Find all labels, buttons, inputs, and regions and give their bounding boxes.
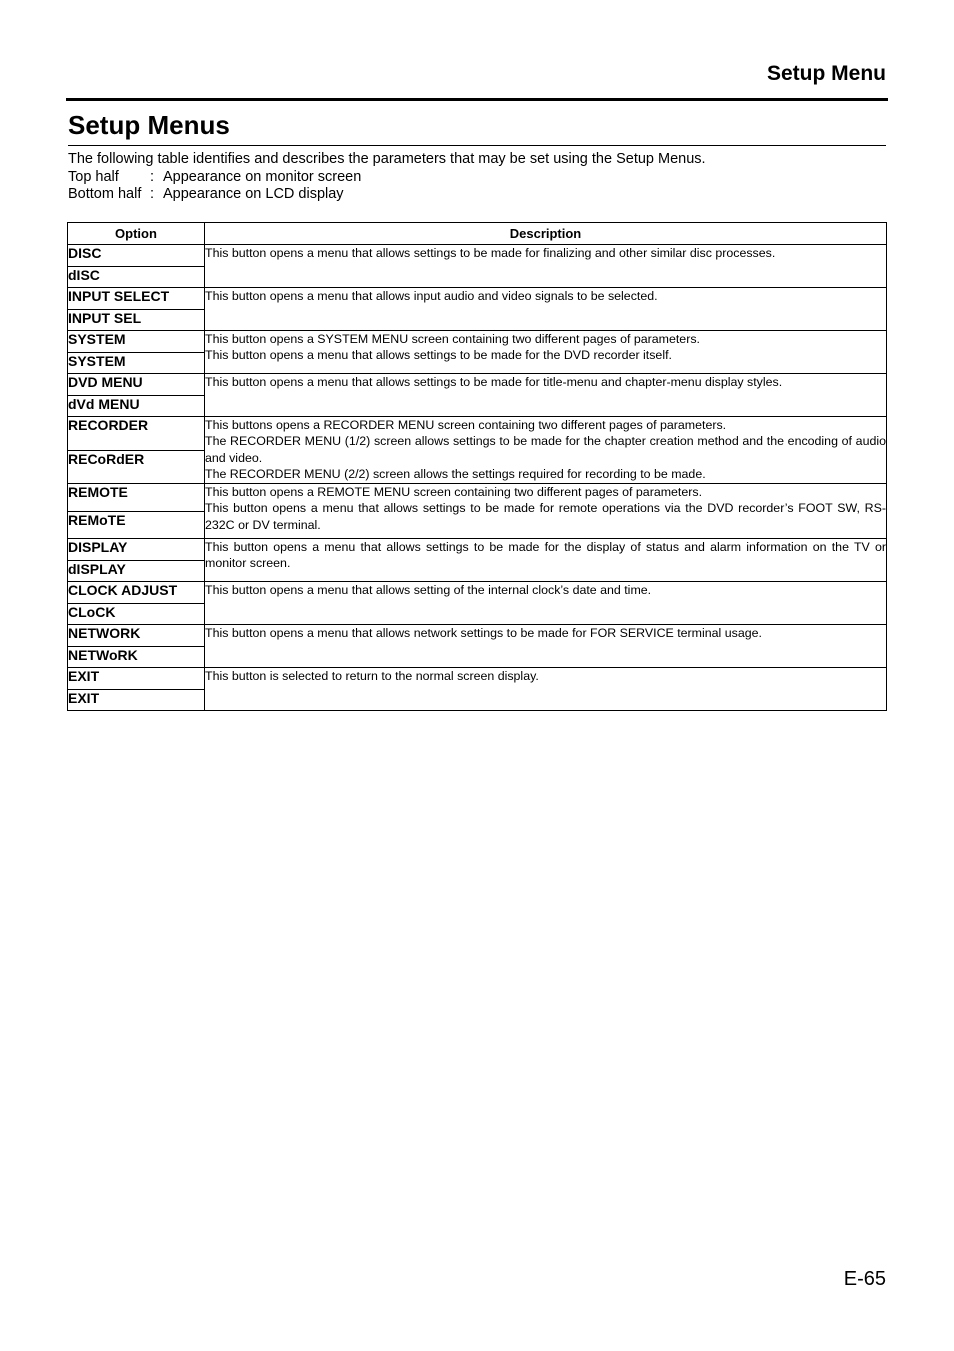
option-label-bottom: SYSTEM	[68, 353, 205, 374]
option-label-top: REMOTE	[68, 484, 205, 512]
option-description	[205, 417, 887, 484]
option-label-bottom: NETWoRK	[68, 647, 205, 668]
description-line: This button opens a menu that allows settings to be made for title-menu and chapter-menu display styles.	[205, 375, 783, 389]
page-title: Setup Menus	[68, 110, 230, 140]
setup-menus-table	[67, 222, 887, 711]
table-row	[68, 374, 887, 396]
option-description	[205, 288, 887, 331]
table-header-row	[68, 223, 887, 245]
option-label-top: CLOCK ADJUST	[68, 582, 205, 604]
option-label-top: EXIT	[68, 668, 205, 690]
table-row	[68, 625, 887, 647]
section-header: Setup Menu	[767, 62, 886, 85]
option-label-bottom: EXIT	[68, 690, 205, 711]
legend-bottom-half	[68, 186, 706, 204]
option-label-bottom: dVd MENU	[68, 396, 205, 417]
option-label-bottom: RECoRdER	[68, 451, 205, 484]
table-row	[68, 539, 887, 561]
option-label-top: INPUT SELECT	[68, 288, 205, 310]
option-label-top: SYSTEM	[68, 331, 205, 353]
header-rule	[66, 98, 888, 101]
option-label-bottom: CLoCK	[68, 604, 205, 625]
option-label-bottom: dISPLAY	[68, 561, 205, 582]
legend-key: Top half	[68, 168, 119, 185]
intro-text	[68, 151, 706, 204]
option-description	[205, 625, 887, 668]
description-line: This button opens a menu that allows settings to be made for finalizing and other similar disc processes.	[205, 246, 776, 260]
legend-separator: :	[150, 186, 155, 203]
legend-top-half	[68, 169, 706, 187]
option-description	[205, 582, 887, 625]
table-body	[68, 245, 887, 711]
table-row	[68, 417, 887, 451]
option-description	[205, 331, 887, 374]
option-description	[205, 484, 887, 539]
option-label-bottom: INPUT SEL	[68, 310, 205, 331]
table-row	[68, 668, 887, 690]
legend-separator: :	[150, 168, 155, 185]
legend-value: Appearance on monitor screen	[163, 168, 362, 185]
description-line: This button opens a menu that allows settings to be made for remote operations via the DVD recorder’s FOOT SW, RS-232C or DV terminal.	[205, 501, 886, 532]
description-line: The RECORDER MENU (1/2) screen allows settings to be made for the chapter creation method and the encoding of audio and video.	[205, 434, 886, 465]
option-label-top: DISC	[68, 245, 205, 267]
description-line: This buttons opens a RECORDER MENU screen containing two different pages of parameters.	[205, 418, 727, 432]
description-line: This button opens a menu that allows settings to be made for the DVD recorder itself.	[205, 348, 672, 363]
title-rule	[68, 145, 886, 146]
table-row	[68, 245, 887, 267]
table-row	[68, 484, 887, 512]
option-label-bottom: dISC	[68, 267, 205, 288]
column-header-description: Description	[205, 223, 887, 245]
legend-value: Appearance on LCD display	[163, 186, 344, 203]
option-description	[205, 668, 887, 711]
description-line: This button is selected to return to the normal screen display.	[205, 669, 539, 683]
option-label-top: RECORDER	[68, 417, 205, 451]
legend-key: Bottom half	[68, 186, 142, 203]
column-header-option: Option	[68, 223, 205, 245]
intro-sentence: The following table identifies and describes the parameters that may be set using the Setup Menus.	[68, 151, 706, 167]
description-line: This button opens a menu that allows network settings to be made for FOR SERVICE terminal usage.	[205, 626, 762, 640]
table-row	[68, 288, 887, 310]
table-row	[68, 582, 887, 604]
description-line: This button opens a REMOTE MENU screen containing two different pages of parameters.	[205, 485, 703, 499]
option-label-top: DVD MENU	[68, 374, 205, 396]
description-line: This button opens a menu that allows input audio and video signals to be selected.	[205, 289, 658, 303]
option-label-bottom: REMoTE	[68, 512, 205, 539]
option-description	[205, 539, 887, 582]
page-number: E-65	[843, 1268, 886, 1290]
option-label-top: DISPLAY	[68, 539, 205, 561]
description-line: This button opens a menu that allows setting of the internal clock’s date and time.	[205, 583, 652, 597]
table-row	[68, 331, 887, 353]
option-description	[205, 374, 887, 417]
option-description	[205, 245, 887, 288]
description-line: This button opens a menu that allows settings to be made for the display of status and alarm information on the TV or monitor screen.	[205, 540, 886, 571]
option-label-top: NETWORK	[68, 625, 205, 647]
description-line: This button opens a SYSTEM MENU screen containing two different pages of parameters.	[205, 332, 700, 346]
description-line: The RECORDER MENU (2/2) screen allows the settings required for recording to be made.	[205, 466, 706, 481]
